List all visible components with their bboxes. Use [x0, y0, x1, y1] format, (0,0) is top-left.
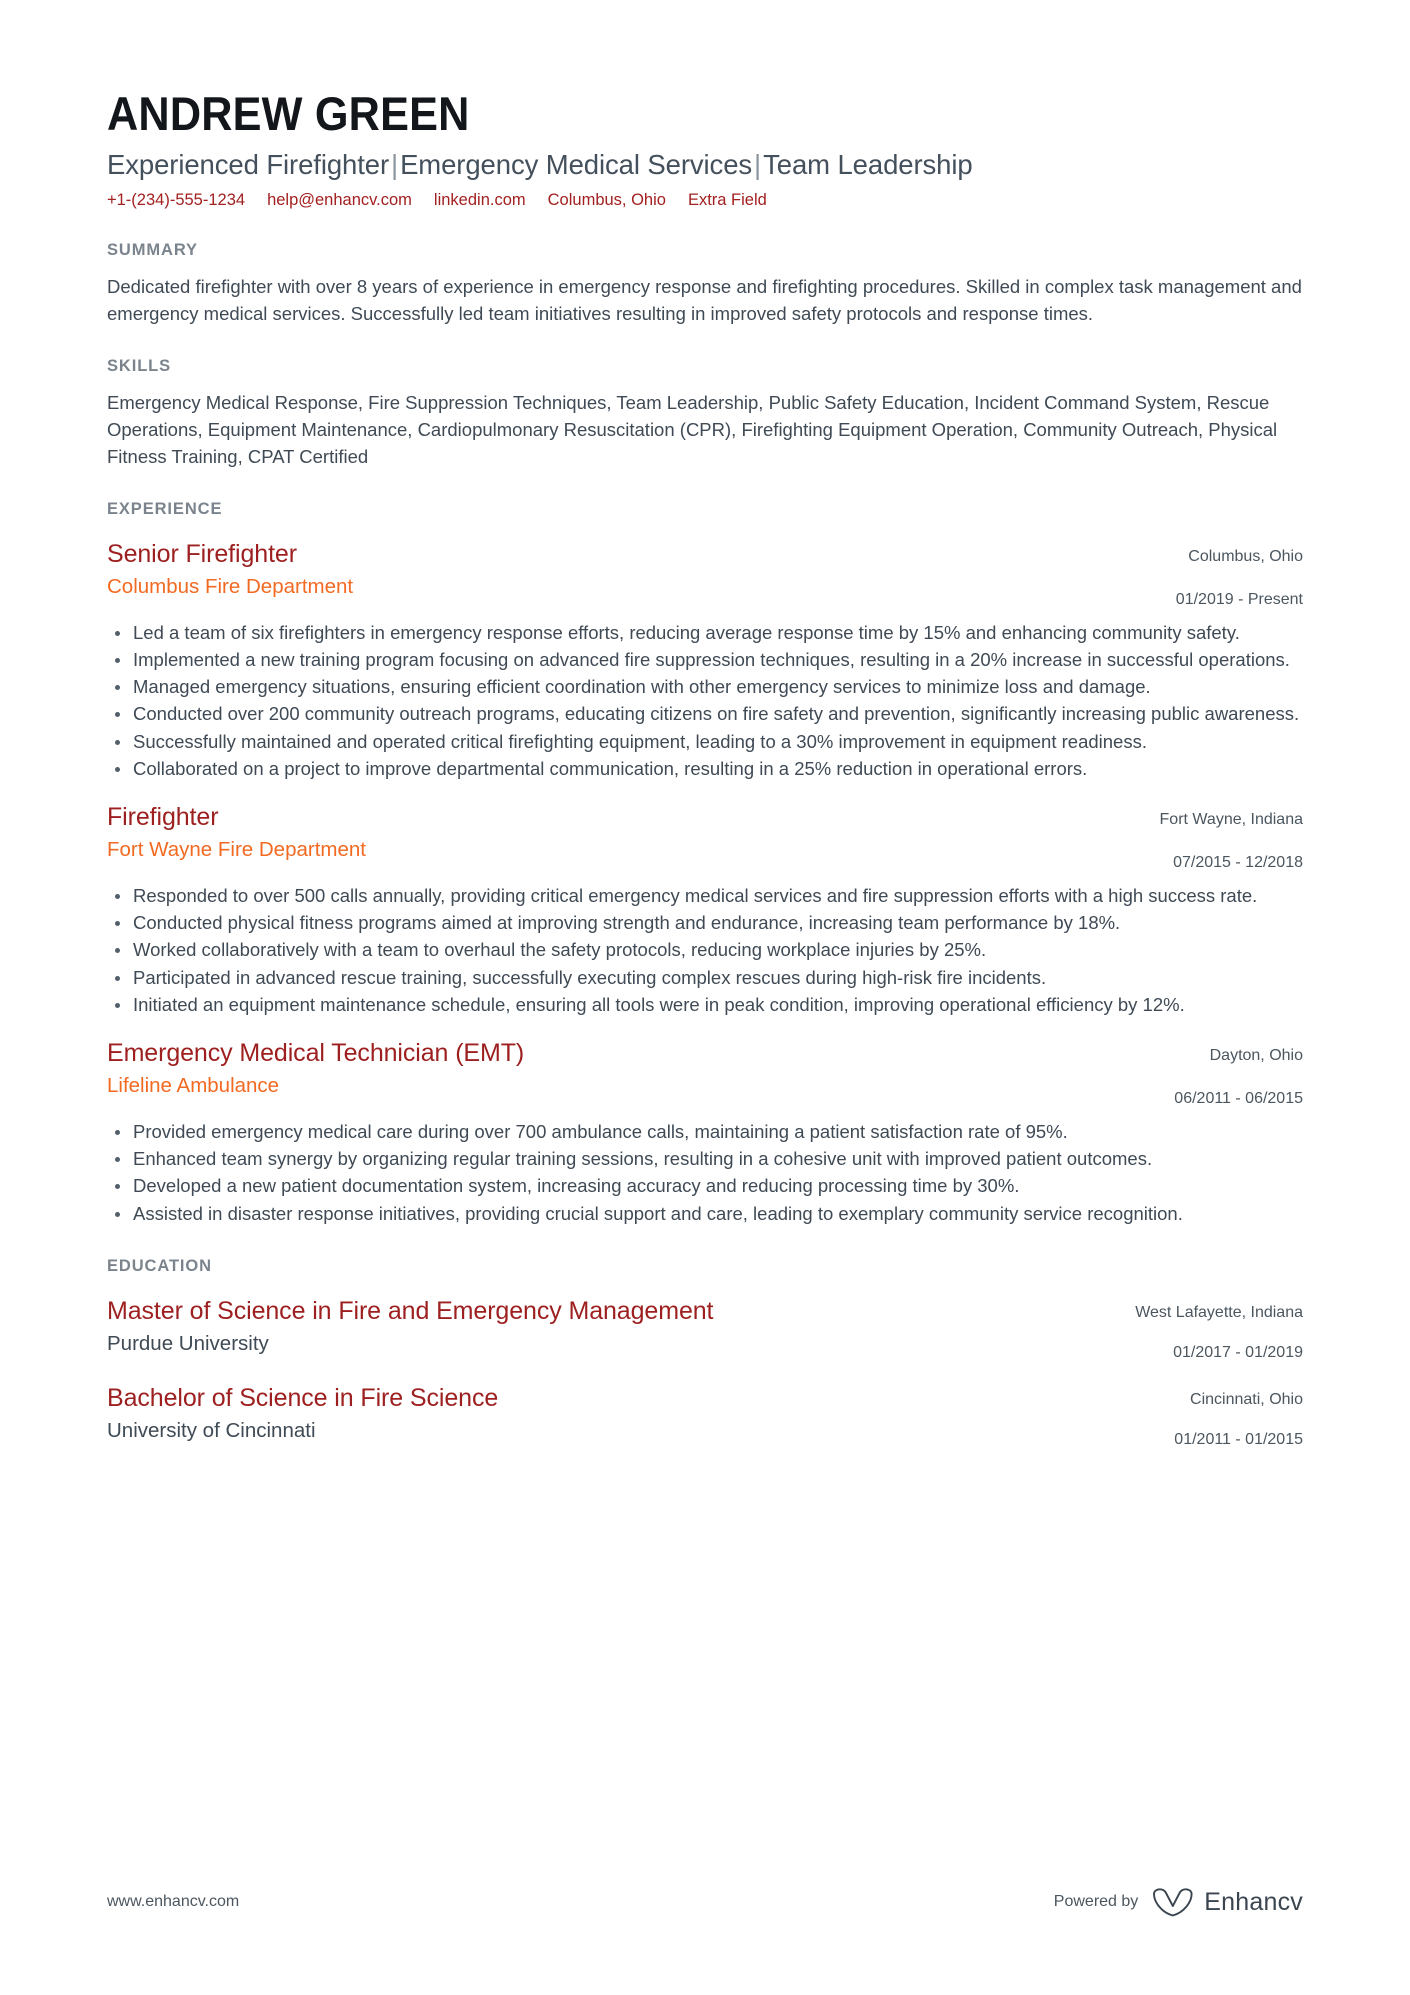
- contact-extra-field[interactable]: Extra Field: [687, 190, 767, 209]
- job-bullets: [107, 1119, 1303, 1227]
- experience-entry-meta: [1113, 802, 1303, 874]
- resume-footer: [107, 1887, 1303, 1917]
- experience-entry-main: [107, 1038, 1113, 1099]
- job-role: Emergency Medical Technician (EMT): [107, 1039, 525, 1068]
- job-location: Dayton, Ohio: [1209, 1047, 1303, 1065]
- candidate-name: ANDREW GREEN: [107, 87, 470, 140]
- job-bullet: Developed a new patient documentation system, increasing accuracy and reducing processing time by 30%.: [107, 1173, 1303, 1199]
- section-title-experience: EXPERIENCE: [107, 500, 223, 519]
- contact-phone[interactable]: +1-(234)-555-1234: [107, 190, 246, 209]
- experience-entry-main: [107, 539, 1113, 600]
- job-company: Fort Wayne Fire Department: [107, 838, 366, 862]
- headline-part-2: Emergency Medical Services: [400, 149, 753, 180]
- experience-entry: [107, 802, 1303, 874]
- experience-entry-main: [107, 802, 1113, 863]
- school-name: Purdue University: [107, 1331, 269, 1355]
- section-title-skills: SKILLS: [107, 357, 172, 376]
- education-entry-meta: [1113, 1383, 1303, 1451]
- summary-text: Dedicated firefighter with over 8 years of experience in emergency response and firefighting procedures. Skilled in complex task management and emergency medical services. Successfully led team initiatives resulting in improved safety protocols and response times.: [107, 276, 1302, 325]
- job-bullet: Assisted in disaster response initiatives, providing crucial support and care, leading to exemplary community service recognition.: [107, 1201, 1303, 1227]
- experience-entry-meta: [1113, 539, 1303, 611]
- education-entry: [107, 1296, 1303, 1364]
- headline-part-3: Team Leadership: [763, 149, 973, 180]
- section-experience: [107, 500, 1303, 1227]
- enhancv-mark-icon: [1151, 1887, 1195, 1917]
- section-title-education: EDUCATION: [107, 1256, 212, 1275]
- section-skills: [107, 357, 1303, 470]
- job-bullet: Conducted physical fitness programs aimed at improving strength and endurance, increasing team performance by 18%.: [107, 910, 1303, 936]
- job-bullet: Managed emergency situations, ensuring efficient coordination with other emergency services to minimize loss and damage.: [107, 674, 1303, 700]
- job-location: Columbus, Ohio: [1188, 548, 1303, 566]
- contact-row: [107, 190, 1303, 211]
- footer-website-url[interactable]: www.enhancv.com: [107, 1893, 240, 1910]
- enhancv-logo: [1151, 1887, 1303, 1917]
- job-company: Columbus Fire Department: [107, 575, 354, 599]
- job-bullet: Enhanced team synergy by organizing regular training sessions, resulting in a cohesive unit with improved patient outcomes.: [107, 1146, 1303, 1172]
- job-dates: 01/2019 - Present: [1175, 590, 1303, 608]
- education-entry-main: [107, 1383, 1113, 1444]
- job-bullet: Participated in advanced rescue training, successfully executing complex rescues during high-risk fire incidents.: [107, 965, 1303, 991]
- job-location: Fort Wayne, Indiana: [1159, 811, 1303, 829]
- contact-email[interactable]: help@enhancv.com: [267, 190, 412, 209]
- footer-brand-block: [1054, 1887, 1303, 1917]
- job-bullets: [107, 883, 1303, 1018]
- experience-entry: [107, 539, 1303, 611]
- headline-part-1: Experienced Firefighter: [107, 149, 390, 180]
- job-dates: 07/2015 - 12/2018: [1173, 854, 1303, 872]
- resume-header: [107, 0, 1303, 211]
- candidate-headline: [107, 149, 1303, 181]
- job-bullet: Worked collaboratively with a team to overhaul the safety protocols, reducing workplace injuries by 25%.: [107, 937, 1303, 963]
- experience-entry: [107, 1038, 1303, 1110]
- job-company: Lifeline Ambulance: [107, 1074, 280, 1098]
- school-dates: 01/2011 - 01/2015: [1174, 1431, 1303, 1449]
- powered-by-label: Powered by: [1053, 1893, 1139, 1910]
- job-bullet: Led a team of six firefighters in emergency response efforts, reducing average response time by 15% and enhancing community safety.: [107, 620, 1303, 646]
- school-dates: 01/2017 - 01/2019: [1173, 1343, 1303, 1361]
- job-bullet: Conducted over 200 community outreach programs, educating citizens on fire safety and prevention, significantly increasing public awareness.: [107, 701, 1303, 727]
- job-bullet: Implemented a new training program focusing on advanced fire suppression techniques, resulting in a 20% increase in successful operations.: [107, 647, 1303, 673]
- job-bullets: [107, 620, 1303, 783]
- job-bullet: Successfully maintained and operated critical firefighting equipment, leading to a 30% improvement in equipment readiness.: [107, 729, 1303, 755]
- contact-linkedin[interactable]: linkedin.com: [433, 190, 526, 209]
- job-bullet: Initiated an equipment maintenance schedule, ensuring all tools were in peak condition, improving operational efficiency by 12%.: [107, 992, 1303, 1018]
- job-dates: 06/2011 - 06/2015: [1174, 1089, 1303, 1107]
- resume-content: [107, 0, 1303, 1451]
- skills-text: Emergency Medical Response, Fire Suppression Techniques, Team Leadership, Public Safety Education, Incident Command System, Rescue Operations, Equipment Maintenance, Cardiopulmonary Resuscitation (CPR), Firefighting Equipment Operation, Community Outreach, Physical Fitness Training, CPAT Certified: [107, 392, 1278, 468]
- section-title-summary: SUMMARY: [107, 241, 198, 260]
- education-entry-meta: [1113, 1296, 1303, 1364]
- section-education: [107, 1257, 1303, 1451]
- headline-separator: |: [754, 149, 762, 180]
- job-role: Senior Firefighter: [107, 540, 297, 569]
- experience-entry-meta: [1113, 1038, 1303, 1110]
- school-location: Cincinnati, Ohio: [1190, 1391, 1303, 1409]
- job-role: Firefighter: [107, 803, 219, 832]
- job-bullet: Responded to over 500 calls annually, providing critical emergency medical services and fire suppression efforts with a high success rate.: [107, 883, 1303, 909]
- job-bullet: Collaborated on a project to improve departmental communication, resulting in a 25% reduction in operational errors.: [107, 756, 1303, 782]
- degree-title: Bachelor of Science in Fire Science: [107, 1384, 499, 1413]
- headline-separator: |: [391, 149, 399, 180]
- enhancv-wordmark: Enhancv: [1204, 1887, 1303, 1916]
- contact-location[interactable]: Columbus, Ohio: [547, 190, 666, 209]
- section-summary: [107, 241, 1303, 327]
- school-location: West Lafayette, Indiana: [1135, 1303, 1303, 1321]
- school-name: University of Cincinnati: [107, 1419, 316, 1443]
- job-bullet: Provided emergency medical care during over 700 ambulance calls, maintaining a patient satisfaction rate of 95%.: [107, 1119, 1303, 1145]
- education-entry-main: [107, 1296, 1113, 1357]
- degree-title: Master of Science in Fire and Emergency Management: [107, 1296, 714, 1325]
- education-entry: [107, 1383, 1303, 1451]
